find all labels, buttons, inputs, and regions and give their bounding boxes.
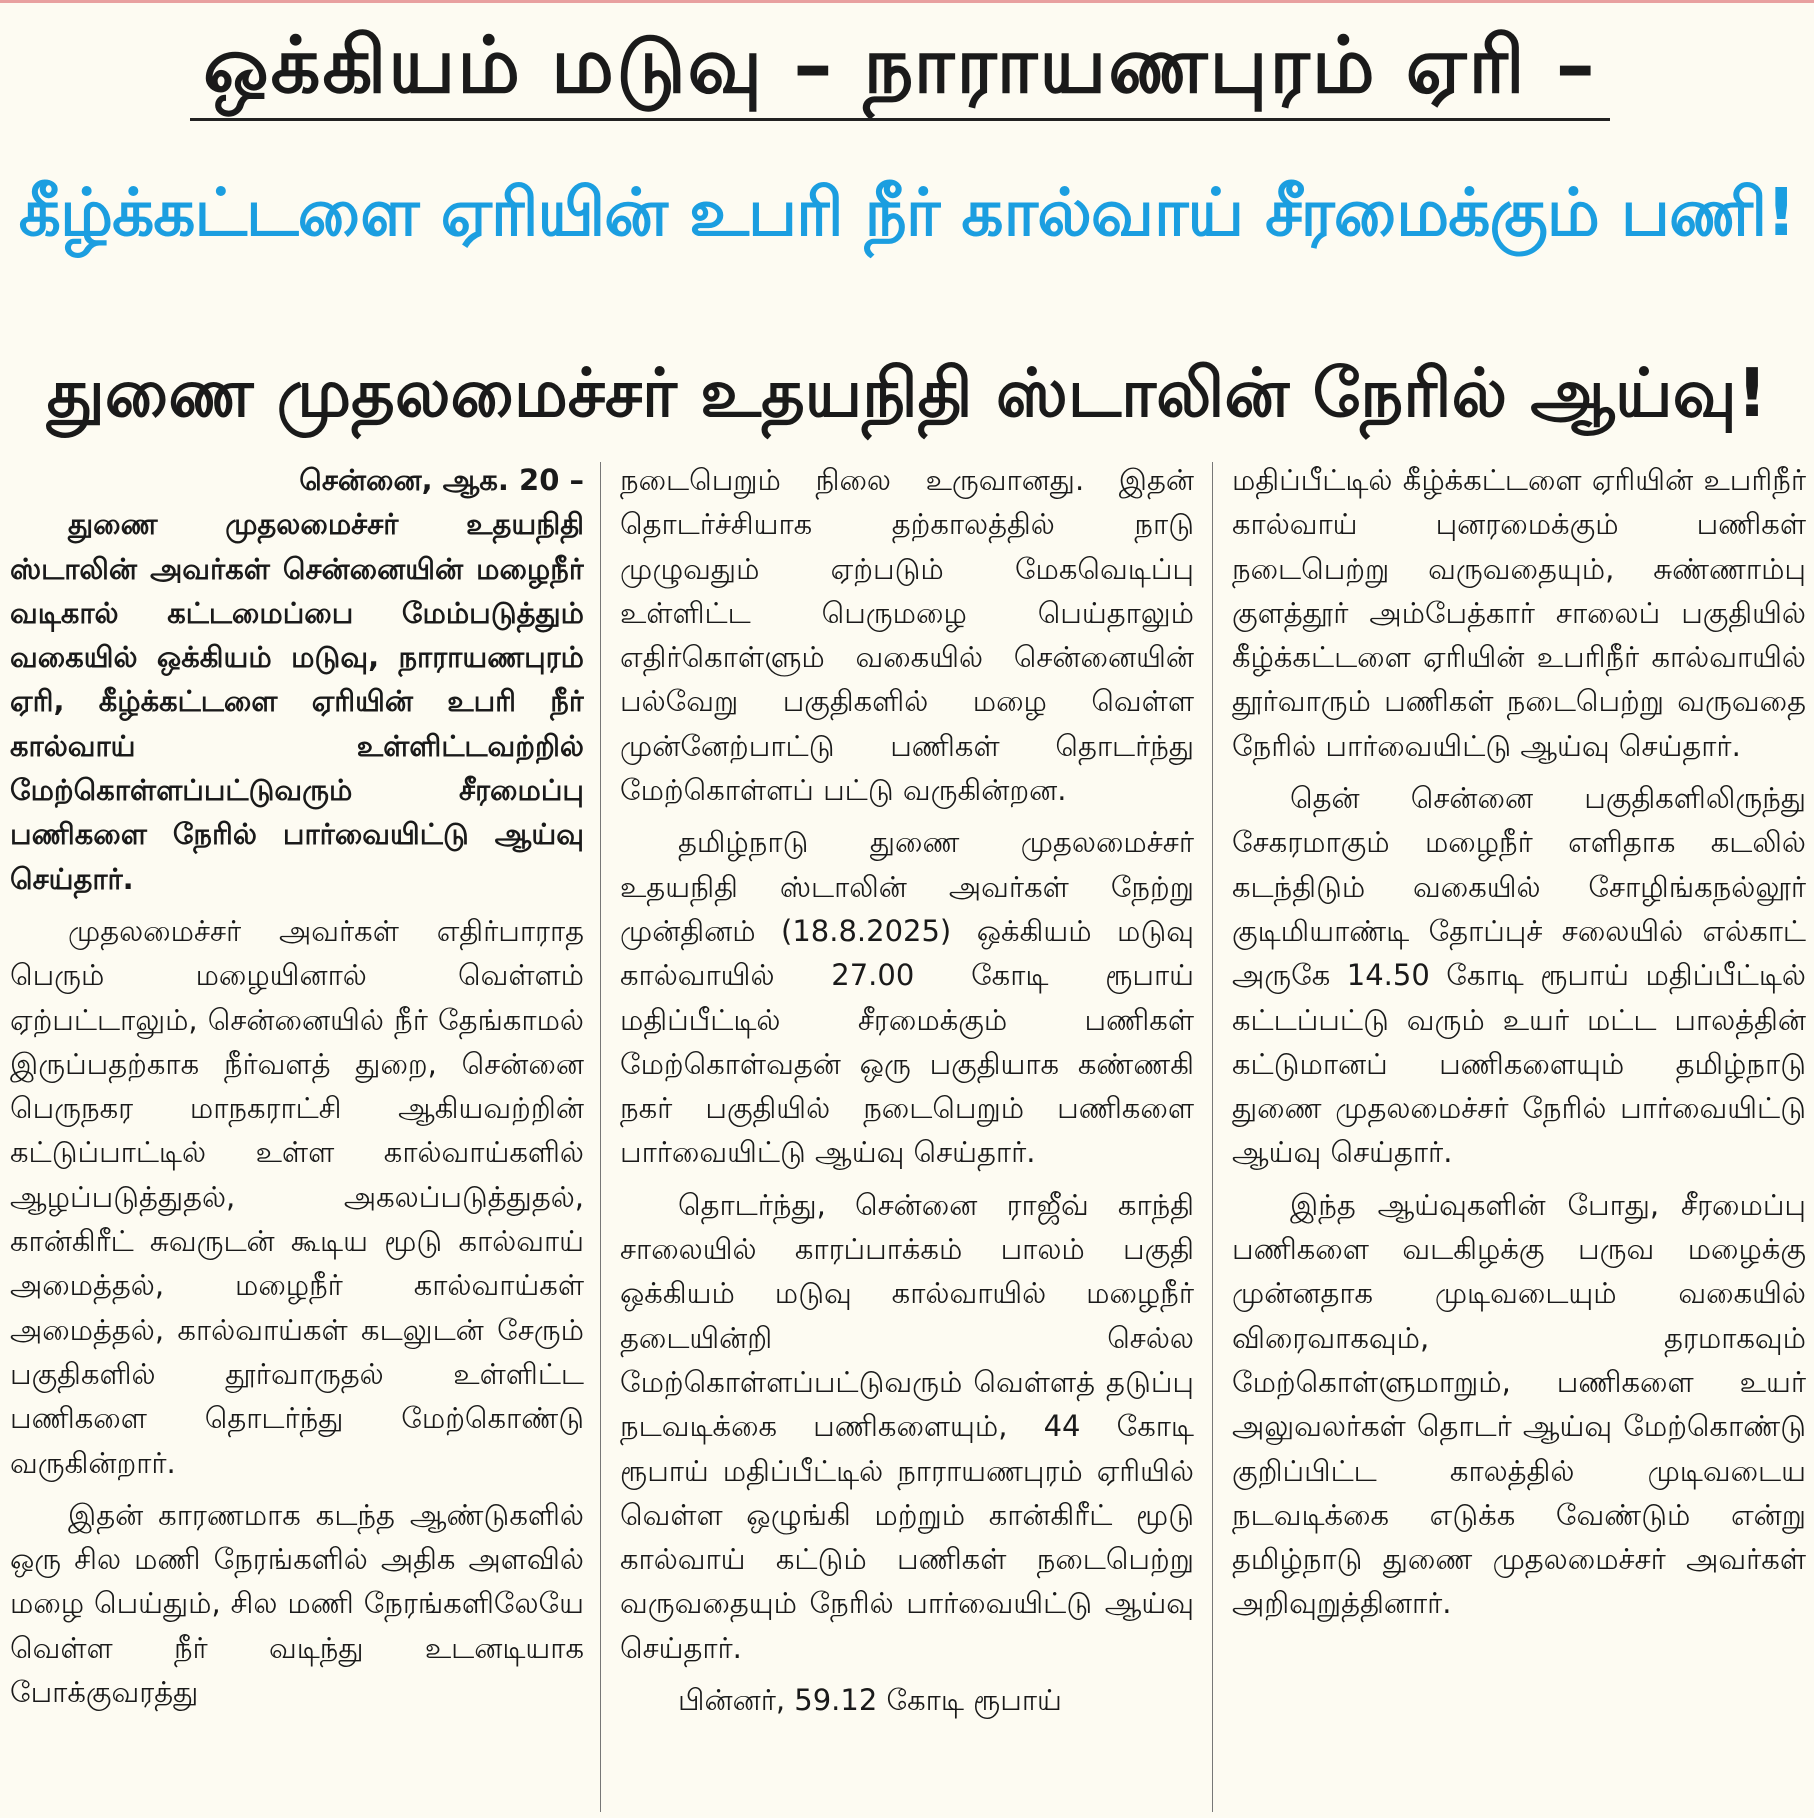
- paragraph: பின்னர், 59.12 கோடி ரூபாய்: [678, 1683, 1062, 1718]
- article-column-1: [10, 458, 584, 1808]
- paragraph-continued: மதிப்பீட்டில் கீழ்க்கட்டளை ஏரியின் உபரிநீர் கால்வாய் புனரமைக்கும் பணிகள் நடைபெற்று வருவதையும், சுண்ணாம்பு குளத்தூர் அம்பேத்கார் சாலைப் பகுதியில் கீழ்க்கட்டளை ஏரியின் உபரிநீர் கால்வாயில் தூர்வாரும் பணிகள் நடைபெற்று வருவதை நேரில் பார்வையிட்டு ஆய்வு செய்தார்.: [1232, 463, 1806, 763]
- column-divider: [1212, 462, 1213, 1812]
- paragraph: முதலமைச்சர் அவர்கள் எதிர்பாராத பெரும் மழையினால் வெள்ளம் ஏற்பட்டாலும், சென்னையில் நீர் தேங்காமல் இருப்பதற்காக நீர்வளத் துறை, சென்னை பெருநகர மாநகராட்சி ஆகியவற்றின் கட்டுப்பாட்டில் உள்ள கால்வாய்களில் ஆழப்படுத்துதல், அகலப்படுத்துதல், கான்கிரீட் சுவருடன் கூடிய மூடு கால்வாய் அமைத்தல், மழைநீர் கால்வாய்கள் அமைத்தல், கால்வாய்கள் கடலுடன் சேரும் பகுதிகளில் தூர்வாருதல் உள்ளிட்ட பணிகளை தொடர்ந்து மேற்கொண்டு வருகின்றார்.: [10, 913, 584, 1480]
- dateline: சென்னை, ஆக. 20 –: [299, 463, 584, 497]
- paragraph-continued: நடைபெறும் நிலை உருவானது. இதன் தொடர்ச்சியாக தற்காலத்தில் நாடு முழுவதும் ஏற்படும் மேகவெடிப்பு உள்ளிட்ட பெருமழை பெய்தாலும் எதிர்கொள்ளும் வகையில் சென்னையின் பல்வேறு பகுதிகளில் மழை வெள்ள முன்னேற்பாட்டு பணிகள் தொடர்ந்து மேற்கொள்ளப் பட்டு வருகின்றன.: [620, 463, 1194, 808]
- paragraph: தொடர்ந்து, சென்னை ராஜீவ் காந்தி சாலையில் காரப்பாக்கம் பாலம் பகுதி ஒக்கியம் மடுவு கால்வாயில் மழைநீர் தடையின்றி செல்ல மேற்கொள்ளப்பட்டுவரும் வெள்ளத் தடுப்பு நடவடிக்கை பணிகளையும், 44 கோடி ரூபாய் மதிப்பீட்டில் நாராயணபுரம் ஏரியில் வெள்ள ஒழுங்கி மற்றும் கான்கிரீட் மூடு கால்வாய் கட்டும் பணிகள் நடைபெற்று வருவதையும் நேரில் பார்வையிட்டு ஆய்வு செய்தார்.: [620, 1187, 1194, 1665]
- main-headline: கீழ்க்கட்டளை ஏரியின் உபரி நீர் கால்வாய் சீரமைக்கும் பணி!: [18, 174, 1796, 251]
- paragraph: இந்த ஆய்வுகளின் போது, சீரமைப்பு பணிகளை வடகிழக்கு பருவ மழைக்கு முன்னதாக முடிவடையும் வகையில் விரைவாகவும், தரமாகவும் மேற்கொள்ளுமாறும், பணிகளை உயர் அலுவலர்கள் தொடர் ஆய்வு மேற்கொண்டு குறிப்பிட்ட காலத்தில் முடிவடைய நடவடிக்கை எடுக்க வேண்டும் என்று தமிழ்நாடு துணை முதலமைச்சர் அவர்கள் அறிவுறுத்தினார்.: [1232, 1187, 1806, 1621]
- article-column-3: [1232, 458, 1806, 1808]
- kicker-underline: [190, 118, 1610, 121]
- kicker-heading: ஒக்கியம் மடுவு – நாராயணபுரம் ஏரி –: [203, 21, 1597, 111]
- paragraph: இதன் காரணமாக கடந்த ஆண்டுகளில் ஒரு சில மணி நேரங்களில் அதிக அளவில் மழை பெய்தும், சில மணி நேரங்களிலேயே வெள்ள நீர் வடிந்து உடனடியாக போக்குவரத்து: [10, 1497, 584, 1710]
- paragraph: தமிழ்நாடு துணை முதலமைச்சர் உதயநிதி ஸ்டாலின் அவர்கள் நேற்று முன்தினம் (18.8.2025) ஒக்கியம் மடுவு கால்வாயில் 27.00 கோடி ரூபாய் மதிப்பீட்டில் சீரமைக்கும் பணிகள் மேற்கொள்வதன் ஒரு பகுதியாக கண்ணகி நகர் பகுதியில் நடைபெறும் பணிகளை பார்வையிட்டு ஆய்வு செய்தார்.: [620, 825, 1194, 1170]
- top-border: [0, 0, 1814, 3]
- article-column-2: [620, 458, 1194, 1808]
- column-divider: [600, 462, 601, 1812]
- sub-headline: துணை முதலமைச்சர் உதயநிதி ஸ்டாலின் நேரில் ஆய்வு!: [46, 354, 1768, 432]
- paragraph: தென் சென்னை பகுதிகளிலிருந்து சேகரமாகும் மழைநீர் எளிதாக கடலில் கடந்திடும் வகையில் சோழிங்கநல்லூர் குடிமியாண்டி தோப்புச் சலையில் எல்காட் அருகே 14.50 கோடி ரூபாய் மதிப்பீட்டில் கட்டப்பட்டு வரும் உயர் மட்ட பாலத்தின் கட்டுமானப் பணிகளையும் தமிழ்நாடு துணை முதலமைச்சர் நேரில் பார்வையிட்டு ஆய்வு செய்தார்.: [1232, 781, 1806, 1170]
- lead-paragraph: துணை முதலமைச்சர் உதயநிதி ஸ்டாலின் அவர்கள் சென்னையின் மழைநீர் வடிகால் கட்டமைப்பை மேம்படுத்தும் வகையில் ஒக்கியம் மடுவு, நாராயணபுரம் ஏரி, கீழ்க்கட்டளை ஏரியின் உபரி நீர் கால்வாய் உள்ளிட்டவற்றில் மேற்கொள்ளப்பட்டுவரும் சீரமைப்பு பணிகளை நேரில் பார்வையிட்டு ஆய்வு செய்தார்.: [10, 507, 584, 896]
